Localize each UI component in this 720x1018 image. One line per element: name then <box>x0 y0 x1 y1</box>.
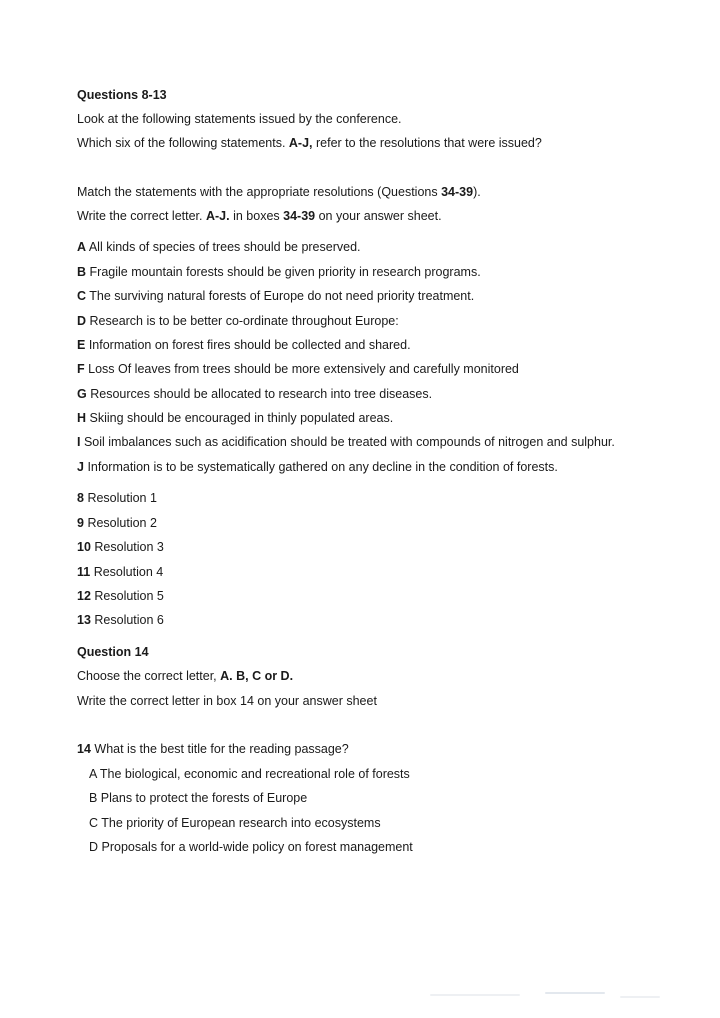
statement-item: A All kinds of species of trees should be preserved. <box>77 240 361 254</box>
answer-option: C The priority of European research into ecosystems <box>89 816 381 830</box>
instruction-line: Which six of the following statements. A-J, refer to the resolutions that were issued? <box>77 136 542 150</box>
statement-item: E Information on forest fires should be collected and shared. <box>77 338 411 352</box>
questions-8-13-heading: Questions 8-13 <box>77 88 167 102</box>
write-instruction: Write the correct letter. A-J. in boxes 34-39 on your answer sheet. <box>77 209 442 223</box>
statement-item: D Research is to be better co-ordinate throughout Europe: <box>77 314 399 328</box>
scan-smudge <box>430 994 520 996</box>
statement-item: C The surviving natural forests of Europe do not need priority treatment. <box>77 289 475 303</box>
scan-smudge <box>545 992 605 994</box>
statement-item: F Loss Of leaves from trees should be more extensively and carefully monitored <box>77 362 519 376</box>
answer-option: D Proposals for a world-wide policy on forest management <box>89 840 413 854</box>
resolution-item: 12 Resolution 5 <box>77 589 164 603</box>
resolution-item: 11 Resolution 4 <box>77 565 164 579</box>
answer-option: B Plans to protect the forests of Europe <box>89 791 308 805</box>
statement-item: I Soil imbalances such as acidification should be treated with compounds of nitrogen and sulphur. <box>77 435 615 449</box>
instruction-line: Look at the following statements issued by the conference. <box>77 112 402 126</box>
question-14-prompt: 14 What is the best title for the reading passage? <box>77 742 349 756</box>
write-instruction: Write the correct letter in box 14 on your answer sheet <box>77 694 377 708</box>
scan-smudge <box>620 996 660 998</box>
statement-item: G Resources should be allocated to research into tree diseases. <box>77 387 433 401</box>
answer-option: A The biological, economic and recreational role of forests <box>89 767 410 781</box>
resolution-item: 13 Resolution 6 <box>77 613 164 627</box>
statement-item: H Skiing should be encouraged in thinly populated areas. <box>77 411 394 425</box>
statement-item: B Fragile mountain forests should be given priority in research programs. <box>77 265 481 279</box>
choose-instruction: Choose the correct letter, A. B, C or D. <box>77 669 294 683</box>
resolution-item: 10 Resolution 3 <box>77 540 164 554</box>
resolution-item: 8 Resolution 1 <box>77 491 157 505</box>
question-14-heading: Question 14 <box>77 645 149 659</box>
resolution-item: 9 Resolution 2 <box>77 516 157 530</box>
statement-item: J Information is to be systematically gathered on any decline in the condition of forests. <box>77 460 558 474</box>
match-instruction: Match the statements with the appropriate resolutions (Questions 34-39). <box>77 185 481 199</box>
